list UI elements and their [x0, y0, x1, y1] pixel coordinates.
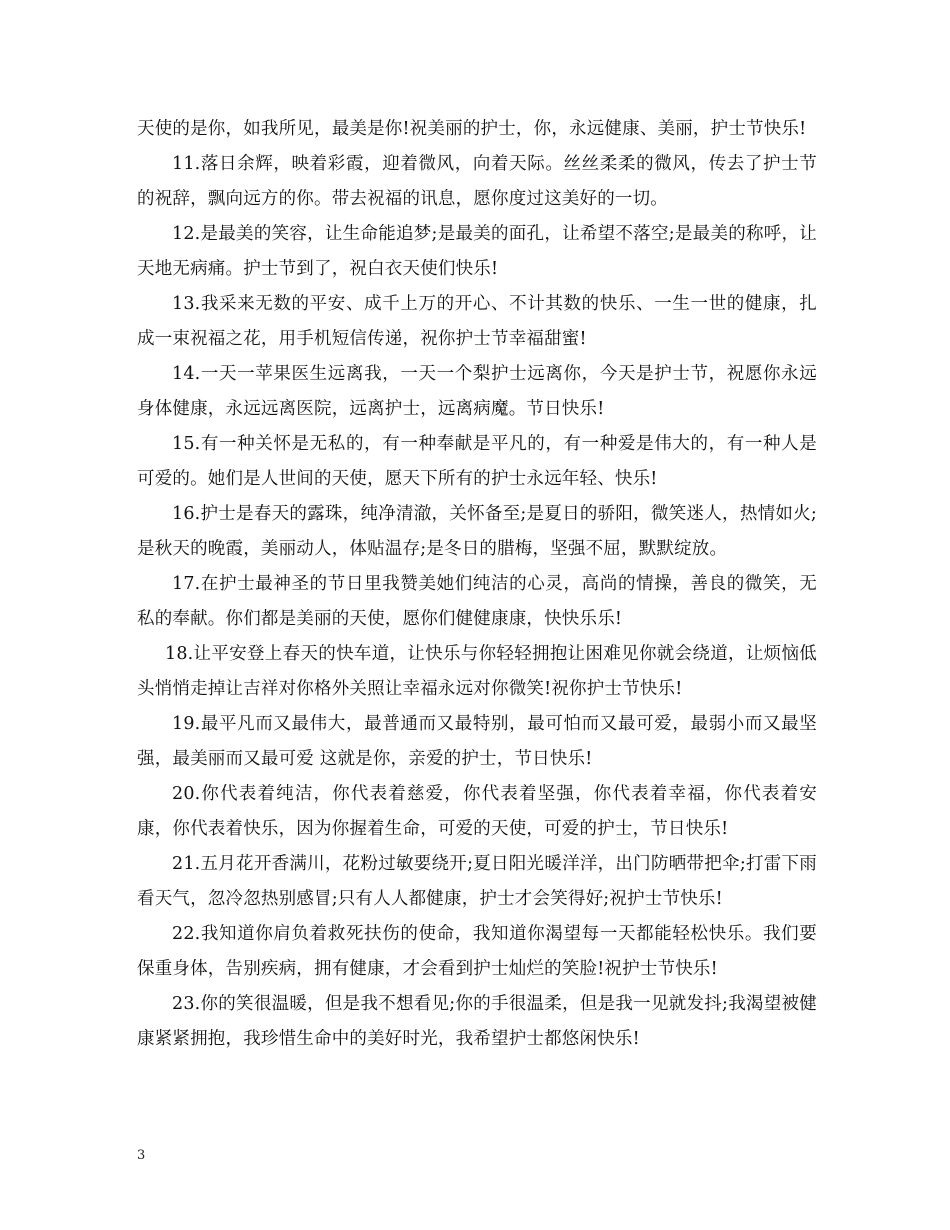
- paragraph-item-12: 12.是最美的笑容，让生命能追梦;是最美的面孔，让希望不落空;是最美的称呼，让天地无病痛。护士节到了，祝白衣天使们快乐!: [137, 224, 817, 279]
- page-number: 3: [137, 1148, 146, 1163]
- document-body: [137, 112, 817, 1057]
- paragraph-item-16: 16.护士是春天的露珠，纯净清澈，关怀备至;是夏日的骄阳，微笑迷人，热情如火;是秋天的晚霞，美丽动人，体贴温存;是冬日的腊梅，坚强不屈，默默绽放。: [137, 504, 817, 559]
- paragraph-item-20: 20.你代表着纯洁，你代表着慈爱，你代表着坚强，你代表着幸福，你代表着安康，你代表着快乐，因为你握着生命，可爱的天使，可爱的护士，节日快乐!: [137, 784, 817, 839]
- paragraph-continuation: 天使的是你，如我所见，最美是你!祝美丽的护士，你，永远健康、美丽，护士节快乐!: [137, 119, 807, 139]
- paragraph-item-23: 23.你的笑很温暖，但是我不想看见;你的手很温柔，但是我一见就发抖;我渴望被健康紧紧拥抱，我珍惜生命中的美好时光，我希望护士都悠闲快乐!: [137, 994, 817, 1049]
- paragraph-item-18: 18.让平安登上春天的快车道，让快乐与你轻轻拥抱让困难见你就会绕道，让烦恼低头悄悄走掉让吉祥对你格外关照让幸福永远对你微笑!祝你护士节快乐!: [137, 644, 817, 699]
- paragraph-item-13: 13.我采来无数的平安、成千上万的开心、不计其数的快乐、一生一世的健康，扎成一束祝福之花，用手机短信传递，祝你护士节幸福甜蜜!: [137, 294, 817, 349]
- paragraph-item-19: 19.最平凡而又最伟大，最普通而又最特别，最可怕而又最可爱，最弱小而又最坚强，最美丽而又最可爱 这就是你，亲爱的护士，节日快乐!: [137, 714, 817, 769]
- paragraph-item-14: 14.一天一苹果医生远离我，一天一个梨护士远离你，今天是护士节，祝愿你永远身体健康，永远远离医院，远离护士，远离病魔。节日快乐!: [137, 364, 817, 419]
- paragraph-item-17: 17.在护士最神圣的节日里我赞美她们纯洁的心灵，高尚的情操，善良的微笑，无私的奉献。你们都是美丽的天使，愿你们健健康康，快快乐乐!: [137, 574, 817, 629]
- paragraph-item-21: 21.五月花开香满川，花粉过敏要绕开;夏日阳光暖洋洋，出门防晒带把伞;打雷下雨看天气，忽冷忽热别感冒;只有人人都健康，护士才会笑得好;祝护士节快乐!: [137, 854, 817, 909]
- paragraph-item-15: 15.有一种关怀是无私的，有一种奉献是平凡的，有一种爱是伟大的，有一种人是可爱的。她们是人世间的天使，愿天下所有的护士永远年轻、快乐!: [137, 434, 817, 489]
- paragraph-item-11: 11.落日余辉，映着彩霞，迎着微风，向着天际。丝丝柔柔的微风，传去了护士节的祝辞，飘向远方的你。带去祝福的讯息，愿你度过这美好的一切。: [137, 154, 817, 209]
- paragraph-item-22: 22.我知道你肩负着救死扶伤的使命，我知道你渴望每一天都能轻松快乐。我们要保重身体，告别疾病，拥有健康，才会看到护士灿烂的笑脸!祝护士节快乐!: [137, 924, 817, 979]
